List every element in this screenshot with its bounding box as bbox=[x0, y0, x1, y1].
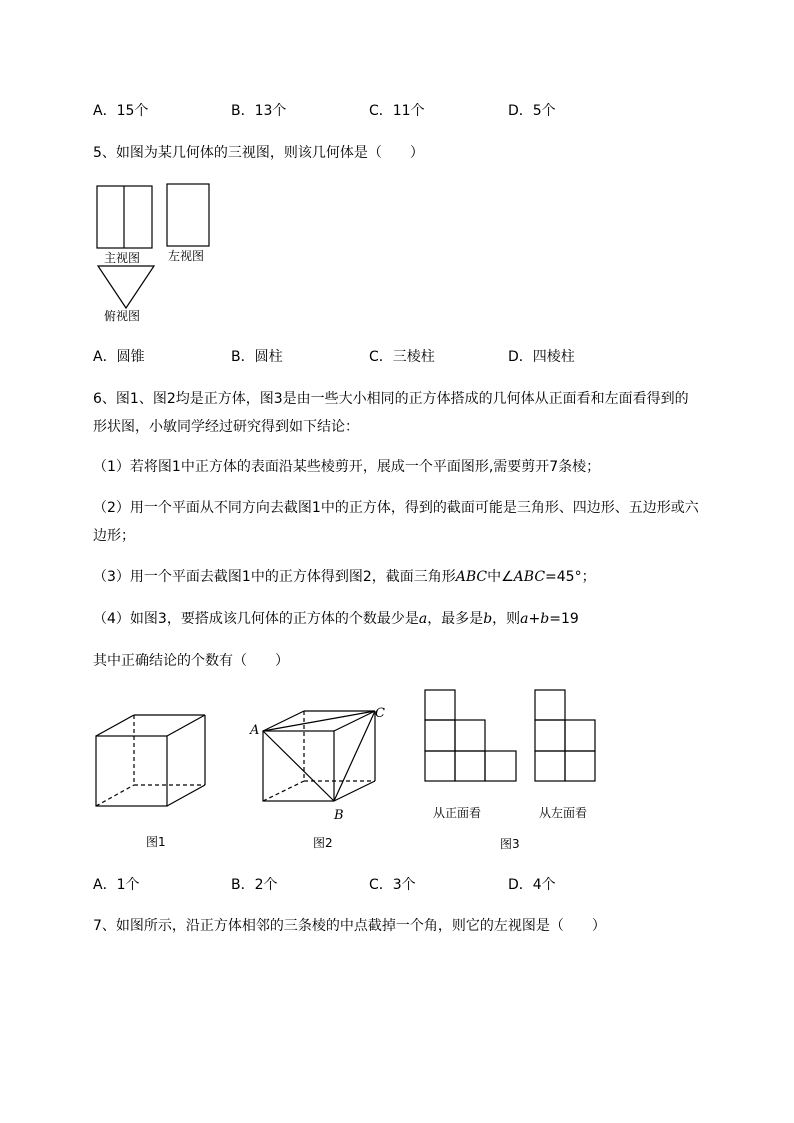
figure-2-cube bbox=[263, 711, 375, 801]
q5-stem: 5、如图为某几何体的三视图，则该几何体是（ ） bbox=[93, 145, 424, 161]
q6-conclusion-1: （1）若将图1中正方体的表面沿某些棱剪开，展成一个平面图形,需要剪开7条棱； bbox=[93, 459, 601, 475]
front-view-label: 主视图 bbox=[104, 251, 141, 265]
c4-text-d: =19 bbox=[549, 611, 579, 627]
left-view-label: 左视图 bbox=[168, 249, 205, 263]
q4-option-d: D．5个 bbox=[508, 103, 556, 119]
q4-option-c: C．11个 bbox=[369, 103, 425, 119]
figure-3-front-label: 从正面看 bbox=[433, 806, 482, 820]
c3-abc2: ABC bbox=[513, 569, 546, 585]
figure-1-caption: 图1 bbox=[146, 835, 166, 849]
q6-stem-line2: 形状图，小敏同学经过研究得到如下结论： bbox=[93, 419, 359, 435]
figure-3-caption: 图3 bbox=[500, 837, 520, 851]
figure-3-left-view bbox=[535, 690, 595, 781]
c4-plus: + bbox=[528, 611, 541, 627]
c3-text-c: =45°； bbox=[545, 569, 596, 585]
figure-2-point-a: A bbox=[250, 723, 260, 738]
c3-text-b: 中∠ bbox=[487, 569, 514, 585]
c4-var-a: a bbox=[418, 611, 428, 627]
figure-2-caption: 图2 bbox=[313, 836, 333, 850]
q5-option-b: B．圆柱 bbox=[231, 349, 283, 365]
q6-conclusion-2-line2: 边形； bbox=[93, 528, 135, 544]
q6-option-a: A．1个 bbox=[93, 877, 140, 893]
q6-option-d: D．4个 bbox=[508, 877, 556, 893]
figure-3-front-view bbox=[425, 690, 516, 781]
q6-question: 其中正确结论的个数有（ ） bbox=[93, 653, 289, 669]
figure-2-point-b: B bbox=[334, 808, 344, 823]
c4-var-b: b bbox=[483, 611, 493, 627]
c4-text-c: ，则 bbox=[492, 611, 521, 627]
q5-option-c: C．三棱柱 bbox=[369, 349, 435, 365]
q6-stem-line1: 6、图1、图2均是正方体，图3是由一些大小相同的正方体搭成的几何体从正面看和左面看得到的 bbox=[93, 391, 689, 407]
q7-stem: 7、如图所示，沿正方体相邻的三条棱的中点截掉一个角，则它的左视图是（ ） bbox=[93, 918, 606, 934]
c4-expr-b: b bbox=[540, 611, 550, 627]
q4-option-b: B．13个 bbox=[231, 103, 287, 119]
q5-option-a: A．圆锥 bbox=[93, 349, 145, 365]
c4-expr-a: a bbox=[520, 611, 529, 627]
c4-text-a: （4）如图3，要搭成该几何体的正方体的个数最少是 bbox=[93, 611, 419, 627]
c3-text-a: （3）用一个平面去截图1中的正方体得到图2，截面三角形 bbox=[93, 569, 456, 585]
q6-option-b: B．2个 bbox=[231, 877, 278, 893]
q4-option-a: A．15个 bbox=[93, 103, 149, 119]
c3-abc: ABC bbox=[455, 569, 488, 585]
figure-1-cube bbox=[96, 715, 205, 806]
q5-option-d: D．四棱柱 bbox=[508, 349, 575, 365]
figure-3-left-label: 从左面看 bbox=[539, 806, 588, 820]
q6-conclusion-2-line1: （2）用一个平面从不同方向去截图1中的正方体，得到的截面可能是三角形、四边形、五边形或六 bbox=[93, 500, 699, 516]
figure-2-point-c: C bbox=[375, 706, 385, 721]
q6-option-c: C．3个 bbox=[369, 877, 416, 893]
c4-text-b: ，最多是 bbox=[427, 611, 484, 627]
top-view-label: 俯视图 bbox=[104, 309, 141, 323]
